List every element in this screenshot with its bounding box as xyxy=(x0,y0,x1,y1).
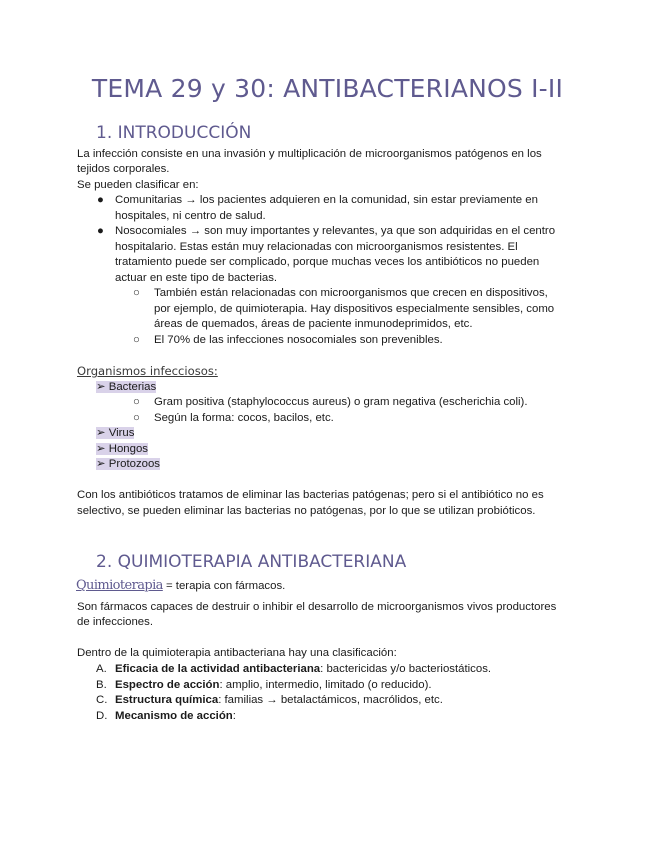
organisms-title: Organismos infecciosos: xyxy=(77,364,218,378)
bullet-nosocomiales-1: Nosocomiales → son muy importantes y relevantes, ya que son adquiridas en el centro xyxy=(115,225,556,237)
organism-item-protozoos: ➢ Protozoos xyxy=(96,458,161,470)
sub-bullet-dispositivos-2: por ejemplo, de quimioterapia. Hay dispositivos especialmente sensibles, como xyxy=(154,303,555,315)
bullet-dot: ● xyxy=(97,194,104,206)
section-heading-quimioterapia: 2. QUIMIOTERAPIA ANTIBACTERIANA xyxy=(96,552,407,572)
organism-item-hongos: ➢ Hongos xyxy=(96,443,148,455)
page-title: TEMA 29 y 30: ANTIBACTERIANOS I-II xyxy=(91,74,564,103)
arrowhead-icon: ➢ xyxy=(96,381,109,393)
classification-item: Estructura química: familias → betalactámicos, macrólidos, etc. xyxy=(115,694,443,706)
term-quimioterapia: Quimioterapia xyxy=(76,578,163,593)
sub-bullet-dispositivos-3: áreas de quemados, áreas de paciente inmunodeprimidos, etc. xyxy=(154,318,473,330)
term-def-text: = terapia con fármacos. xyxy=(162,580,286,592)
sub-bullet-prevenibles: El 70% de las infecciones nosocomiales son prevenibles. xyxy=(154,334,443,346)
bullet-nosocomiales-4: actuar en este tipo de bacterias. xyxy=(115,272,278,284)
organism-sub-gram: Gram positiva (staphylococcus aureus) o gram negativa (escherichia coli). xyxy=(154,396,528,408)
list-marker: C. xyxy=(96,694,108,706)
closing-line-2: selectivo, se pueden eliminar las bacterias no patógenas, por lo que se utilizan probióticos. xyxy=(77,505,536,517)
classification-intro: Dentro de la quimioterapia antibacteriana hay una clasificación: xyxy=(77,647,397,659)
classification-item: Espectro de acción: amplio, intermedio, limitado (o reducido). xyxy=(115,679,432,691)
sub-bullet-circle: ○ xyxy=(133,287,140,299)
arrowhead-icon: ➢ xyxy=(96,443,109,455)
bullet-nosocomiales-2: hospitalario. Estas están muy relacionadas con microorganismos resistentes. El xyxy=(115,241,518,253)
desc-line-1: Son fármacos capaces de destruir o inhibir el desarrollo de microorganismos vivos productores xyxy=(77,601,557,613)
sub-bullet-circle: ○ xyxy=(133,396,140,408)
section-heading-introduccion: 1. INTRODUCCIÓN xyxy=(96,123,252,143)
sub-bullet-dispositivos-1: También están relacionadas con microorganismos que crecen en dispositivos, xyxy=(154,287,548,299)
organism-sub-forma: Según la forma: cocos, bacilos, etc. xyxy=(154,412,334,424)
bullet-comunitarias-1: Comunitarias → los pacientes adquieren en la comunidad, sin estar previamente en xyxy=(115,194,538,206)
term-definition xyxy=(76,578,285,595)
arrowhead-icon: ➢ xyxy=(96,458,109,470)
list-marker: B. xyxy=(96,679,107,691)
intro-line-1: La infección consiste en una invasión y multiplicación de microorganismos patógenos en los xyxy=(77,148,542,160)
arrowhead-icon: ➢ xyxy=(96,427,109,439)
desc-line-2: de infecciones. xyxy=(77,616,153,628)
sub-bullet-circle: ○ xyxy=(133,334,140,346)
organism-item-virus: ➢ Virus xyxy=(96,427,135,439)
intro-line-2: tejidos corporales. xyxy=(77,163,170,175)
bullet-dot: ● xyxy=(97,225,104,237)
closing-line-1: Con los antibióticos tratamos de eliminar las bacterias patógenas; pero si el antibiótico no es xyxy=(77,489,544,501)
bullet-comunitarias-2: hospitales, ni centro de salud. xyxy=(115,210,266,222)
classification-item: Eficacia de la actividad antibacteriana: bactericidas y/o bacteriostáticos. xyxy=(115,663,492,675)
organism-item-bacterias: ➢ Bacterias xyxy=(96,381,157,393)
list-marker: A. xyxy=(96,663,107,675)
bullet-nosocomiales-3: tratamiento puede ser complicado, porque muchas veces los antibióticos no pueden xyxy=(115,256,540,268)
list-marker: D. xyxy=(96,710,108,722)
intro-line-3: Se pueden clasificar en: xyxy=(77,179,199,191)
classification-item: Mecanismo de acción: xyxy=(115,710,236,722)
sub-bullet-circle: ○ xyxy=(133,412,140,424)
